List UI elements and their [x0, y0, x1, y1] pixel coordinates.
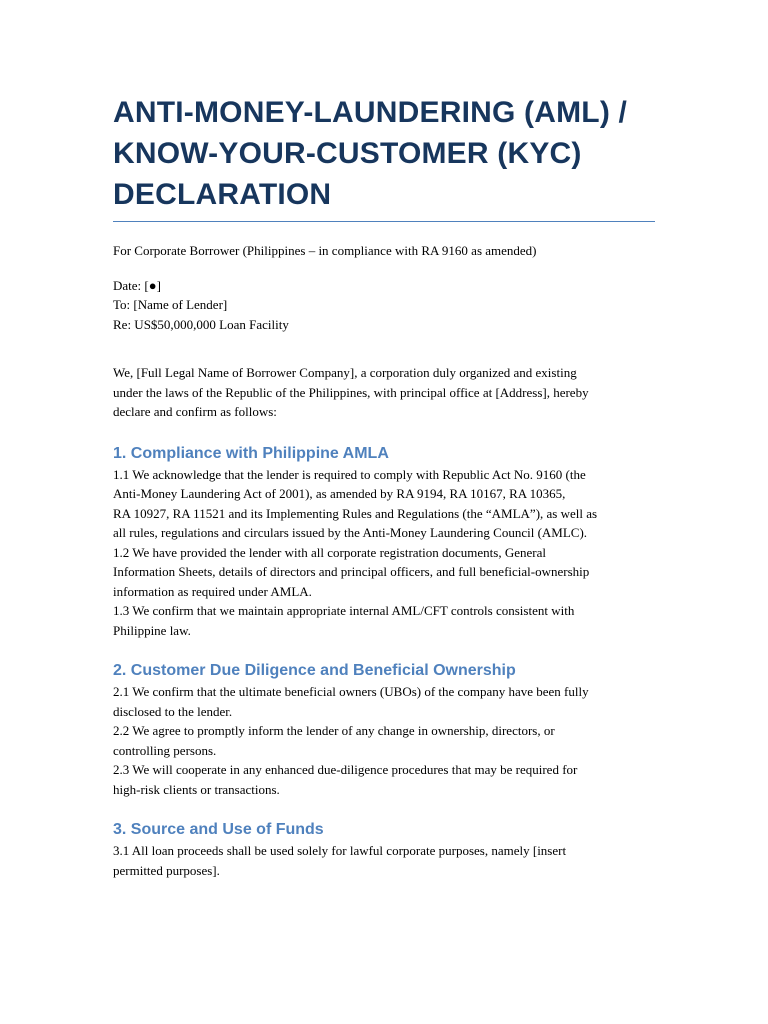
intro-line: We, [Full Legal Name of Borrower Company], a corporation duly organized and existing [113, 365, 577, 380]
section-line: RA 10927, RA 11521 and its Implementing Rules and Regulations (the “AMLA”), as well as [113, 505, 598, 521]
section-line: Philippine law. [113, 622, 191, 638]
section-line: controlling persons. [113, 742, 217, 758]
section-line: information as required under AMLA. [113, 583, 312, 599]
section-line: disclosed to the lender. [113, 703, 233, 719]
section-heading-source-of-funds: 3. Source and Use of Funds [113, 821, 324, 838]
re-line: Re: US$50,000,000 Loan Facility [113, 316, 289, 332]
section-line: 1.2 We have provided the lender with all corporate registration documents, General [113, 544, 546, 560]
section-line: high-risk clients or transactions. [113, 781, 280, 797]
date-line: Date: [●] [113, 277, 161, 293]
to-line: To: [Name of Lender] [113, 297, 228, 312]
title-line: KNOW-YOUR-CUSTOMER (KYC) [113, 137, 582, 170]
section-line: 2.3 We will cooperate in any enhanced due-diligence procedures that may be required for [113, 762, 578, 777]
section-line: 2.1 We confirm that the ultimate beneficial owners (UBOs) of the company have been fully [113, 684, 589, 699]
section-line: permitted purposes]. [113, 862, 220, 878]
title-line: DECLARATION [113, 178, 332, 211]
intro-paragraph [113, 363, 655, 422]
intro-line: under the laws of the Republic of the Philippines, with principal office at [Address], hereby [113, 384, 589, 400]
document-title [113, 92, 655, 222]
section-line: Anti-Money Laundering Act of 2001), as amended by RA 9194, RA 10167, RA 10365, [113, 486, 566, 501]
document-page [113, 92, 655, 880]
section-line: 1.3 We confirm that we maintain appropriate internal AML/CFT controls consistent with [113, 603, 575, 618]
section-line: 1.1 We acknowledge that the lender is required to comply with Republic Act No. 9160 (the [113, 466, 586, 482]
section-heading-compliance: 1. Compliance with Philippine AMLA [113, 444, 389, 462]
intro-line: declare and confirm as follows: [113, 404, 277, 419]
section-line: 3.1 All loan proceeds shall be used solely for lawful corporate purposes, namely [insert [113, 843, 567, 858]
section-body-source-of-funds [113, 841, 655, 880]
section-body-compliance [113, 465, 655, 641]
section-line: 2.2 We agree to promptly inform the lender of any change in ownership, directors, or [113, 723, 555, 738]
document-meta [113, 276, 655, 335]
document-subtitle: For Corporate Borrower (Philippines – in compliance with RA 9160 as amended) [113, 243, 537, 258]
section-line: all rules, regulations and circulars issued by the Anti-Money Laundering Council (AMLC). [113, 525, 588, 540]
section-line: Information Sheets, details of directors and principal officers, and full beneficial-ownership [113, 564, 590, 579]
section-heading-due-diligence: 2. Customer Due Diligence and Beneficial Ownership [113, 662, 516, 679]
title-line: ANTI-MONEY-LAUNDERING (AML) / [113, 96, 628, 129]
section-body-due-diligence [113, 682, 655, 799]
